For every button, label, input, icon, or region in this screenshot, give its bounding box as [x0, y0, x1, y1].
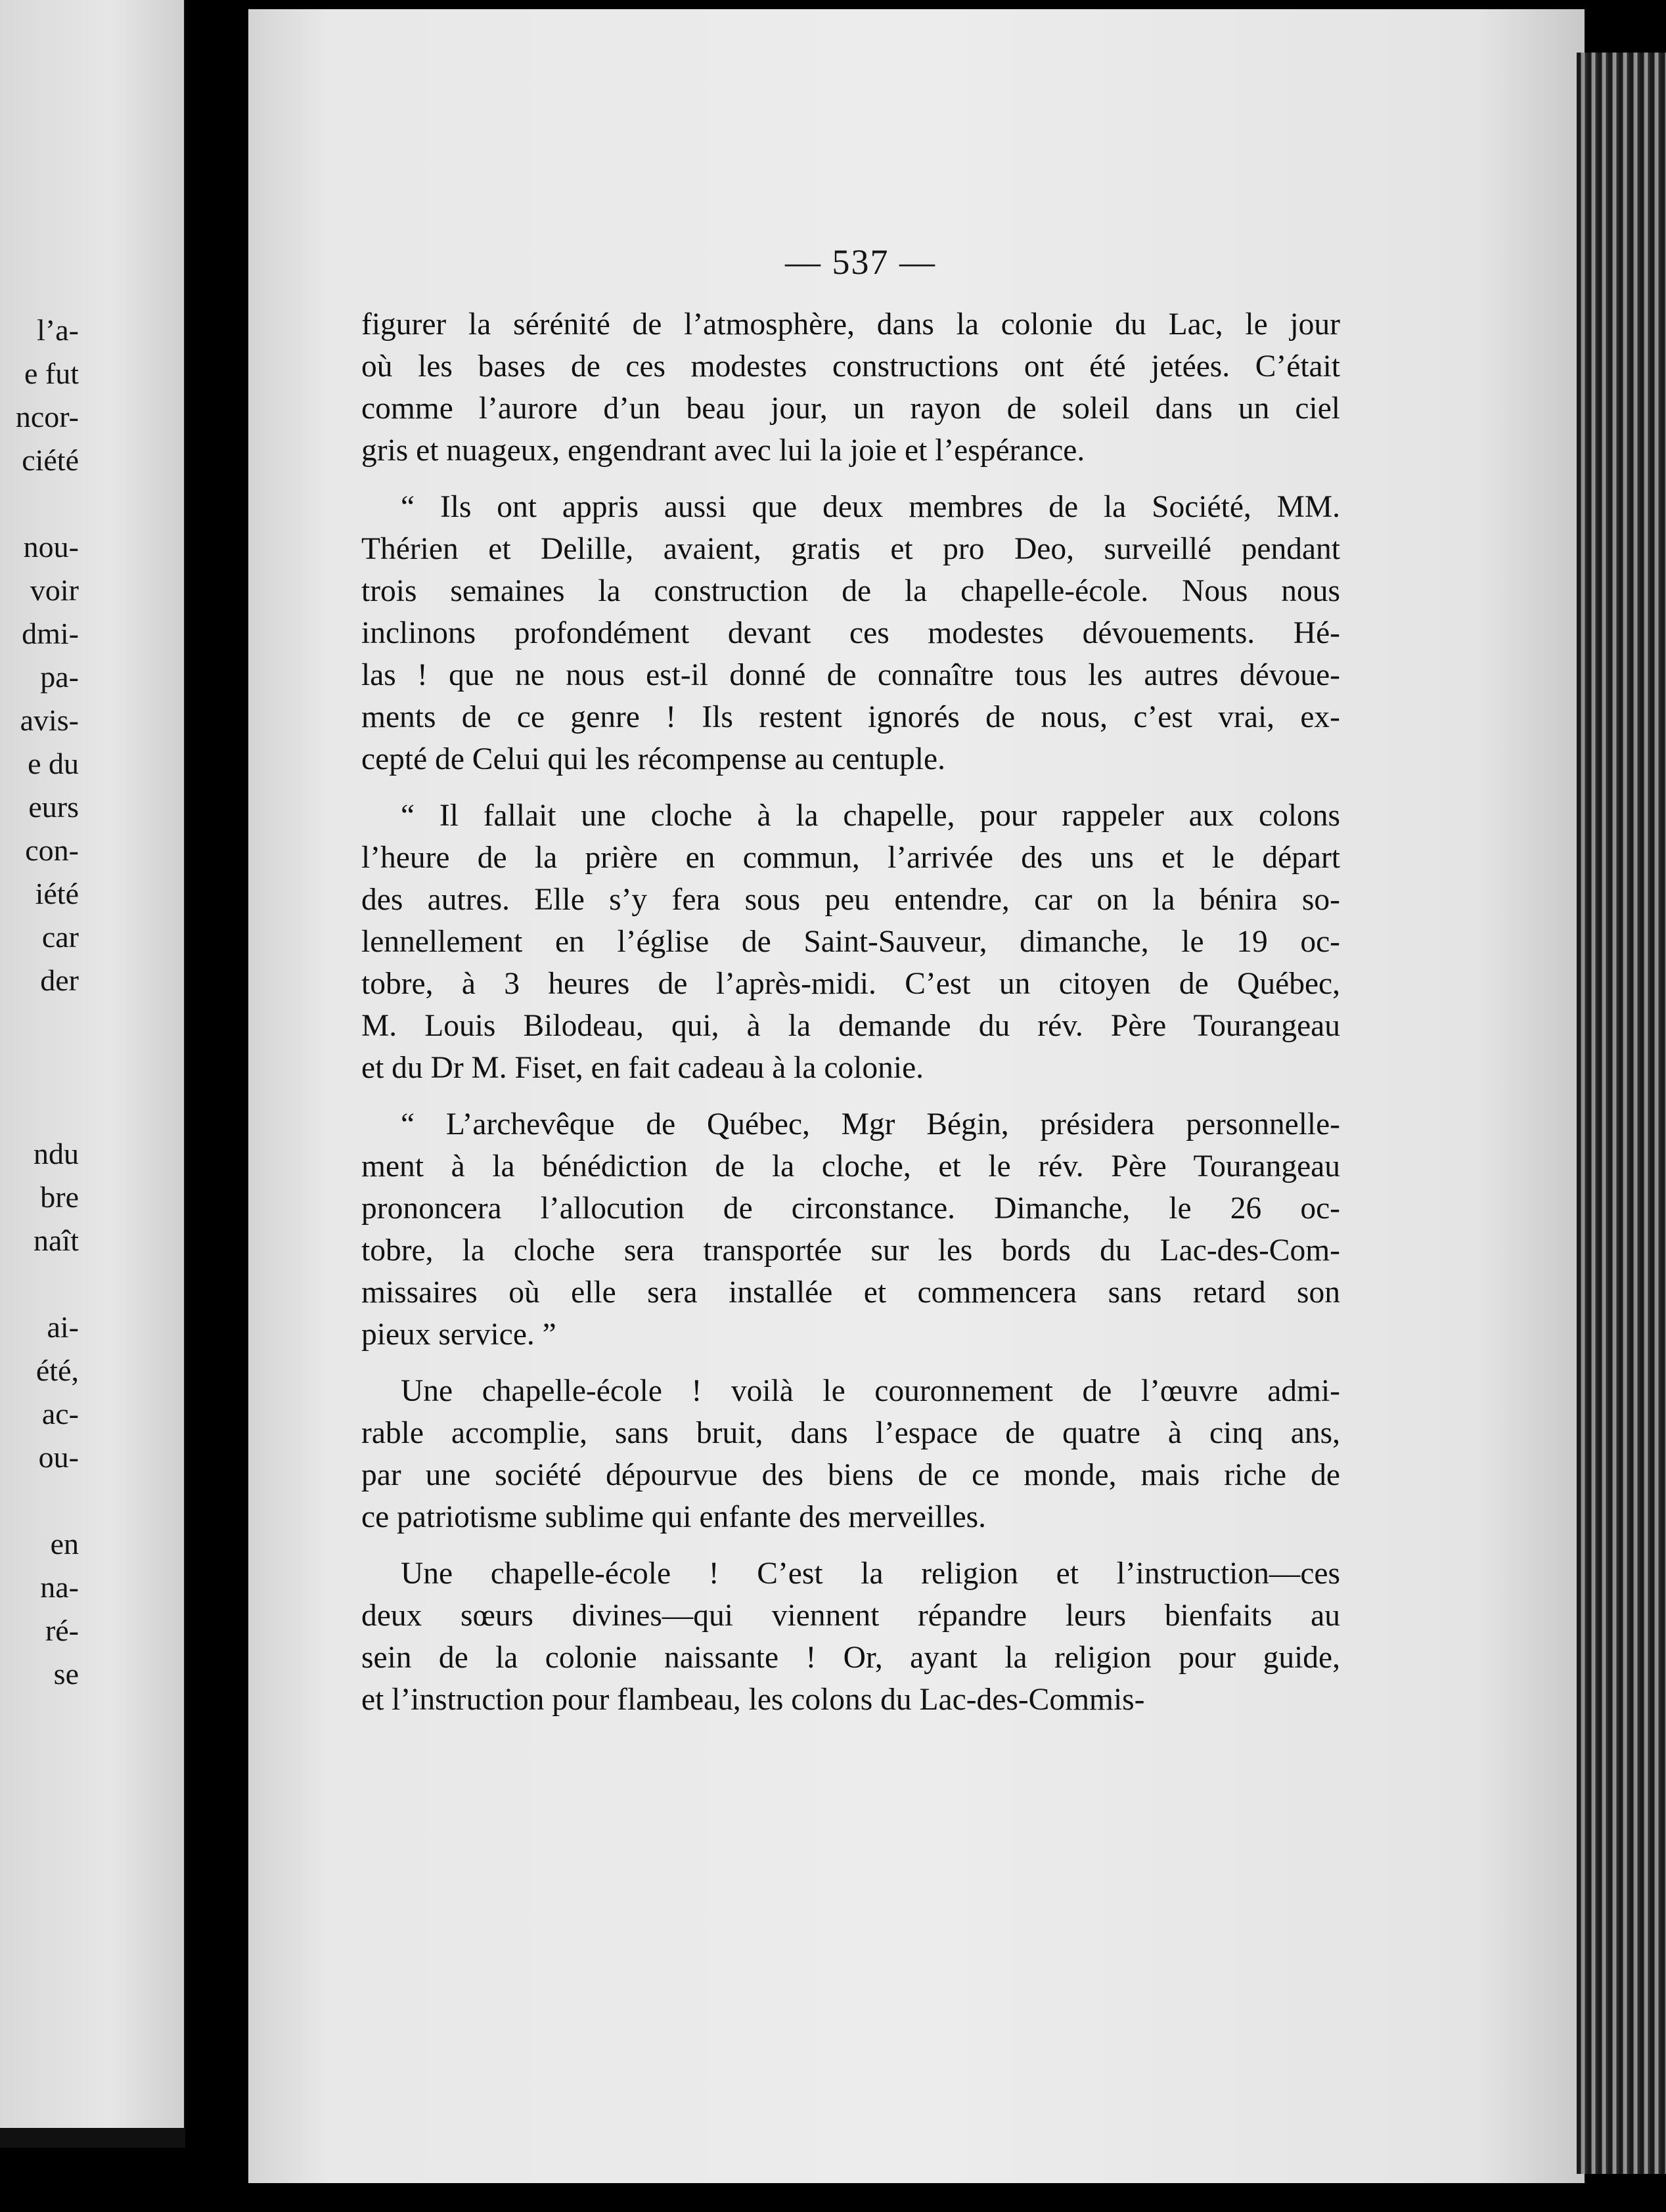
left-page-fragment: voir	[30, 573, 79, 607]
page-number: — 537 —	[785, 242, 936, 282]
text-line: cepté de Celui qui les récompense au centuple.	[361, 742, 945, 776]
left-page-fragment: ac-	[41, 1397, 79, 1430]
text-line: trois semaines la construction de la chapelle-école. Nous nous	[361, 574, 1340, 608]
text-line: rable accomplie, sans bruit, dans l’espace de quatre à cinq ans,	[361, 1416, 1340, 1450]
left-page-fragment: été,	[35, 1354, 79, 1387]
paragraph	[361, 1370, 1340, 1538]
left-page-fragment: e fut	[24, 357, 79, 390]
left-page-fragment	[0, 1089, 79, 1132]
left-page-fragment	[0, 1046, 79, 1089]
text-line: et l’instruction pour flambeau, les colons du Lac-des-Commis-	[361, 1683, 1145, 1717]
text-line: ment à la bénédiction de la cloche, et le rév. Père Tourangeau	[361, 1149, 1340, 1183]
left-page-fragment: der	[40, 963, 79, 997]
text-line: ments de ce genre ! Ils restent ignorés de nous, c’est vrai, ex-	[361, 700, 1340, 734]
text-line: inclinons profondément devant ces modestes dévouements. Hé-	[361, 616, 1340, 650]
page-edges	[1577, 53, 1666, 2174]
paragraph	[361, 486, 1340, 780]
left-page-fragment: ndu	[34, 1137, 79, 1170]
left-page-fragment: car	[41, 920, 79, 954]
text-line: tobre, à 3 heures de l’après-midi. C’est un citoyen de Québec,	[361, 967, 1340, 1001]
left-page-fragment: ou-	[38, 1440, 79, 1474]
page-body-text	[361, 303, 1340, 1735]
text-line: M. Louis Bilodeau, qui, à la demande du rév. Père Tourangeau	[361, 1009, 1340, 1043]
left-page-fragment: iété	[35, 877, 79, 910]
text-line: ce patriotisme sublime qui enfante des merveilles.	[361, 1500, 987, 1534]
text-line: “ Ils ont appris aussi que deux membres de la Société, MM.	[401, 490, 1340, 524]
left-page-fragment: ai-	[47, 1310, 79, 1344]
text-line: “ Il fallait une cloche à la chapelle, pour rappeler aux colons	[401, 799, 1340, 833]
text-line: missaires où elle sera installée et commencera sans retard son	[361, 1275, 1340, 1310]
left-page-fragment: con-	[25, 833, 79, 867]
left-page-fragment	[0, 1479, 79, 1522]
text-line: des autres. Elle s’y fera sous peu entendre, car on la bénira so-	[361, 883, 1340, 917]
text-line: par une société dépourvue des biens de ce monde, mais riche de	[361, 1458, 1340, 1492]
paragraph	[361, 1103, 1340, 1356]
text-line: et du Dr M. Fiset, en fait cadeau à la colonie.	[361, 1051, 924, 1085]
left-page-fragment: e du	[28, 747, 79, 780]
left-page-fragment: se	[53, 1657, 79, 1691]
left-page-fragment: nou-	[23, 530, 79, 564]
text-line: l’heure de la prière en commun, l’arrivée des uns et le départ	[361, 841, 1340, 875]
left-page-fragment: naît	[34, 1224, 79, 1257]
text-line: Une chapelle-école ! voilà le couronnement de l’œuvre admi-	[401, 1374, 1340, 1408]
left-page-fragment: pa-	[40, 660, 79, 694]
paragraph	[361, 1553, 1340, 1721]
paragraph	[361, 795, 1340, 1089]
text-line: comme l’aurore d’un beau jour, un rayon de soleil dans un ciel	[361, 391, 1340, 426]
left-page-fragment: l’a-	[37, 313, 79, 347]
text-line: lennellement en l’église de Saint-Sauveur, dimanche, le 19 oc-	[361, 925, 1340, 959]
text-line: gris et nuageux, engendrant avec lui la joie et l’espérance.	[361, 433, 1085, 468]
text-line: où les bases de ces modestes constructions ont été jetées. C’était	[361, 349, 1340, 384]
text-line: figurer la sérénité de l’atmosphère, dans la colonie du Lac, le jour	[361, 307, 1340, 342]
left-page-fragment: bre	[40, 1180, 79, 1214]
left-page-fragment	[0, 1262, 79, 1306]
left-page-fragment: dmi-	[22, 617, 79, 650]
left-page-text-fragments	[0, 309, 79, 1696]
text-line: pieux service. ”	[361, 1317, 556, 1352]
text-line: deux sœurs divines—qui viennent répandre leurs bienfaits au	[361, 1599, 1340, 1633]
left-page-fragment	[0, 482, 79, 525]
text-line: sein de la colonie naissante ! Or, ayant la religion pour guide,	[361, 1641, 1340, 1675]
text-line: tobre, la cloche sera transportée sur les bords du Lac-des-Com-	[361, 1233, 1340, 1268]
left-page-fragment: avis-	[20, 703, 79, 737]
text-line: Thérien et Delille, avaient, gratis et pro Deo, surveillé pendant	[361, 532, 1340, 566]
left-page-fragment: ré-	[45, 1614, 79, 1647]
paragraph	[361, 303, 1340, 472]
text-line: prononcera l’allocution de circonstance. Dimanche, le 26 oc-	[361, 1191, 1340, 1226]
left-page-fragment: na-	[40, 1570, 79, 1604]
left-page-fragment: ncor-	[15, 400, 79, 433]
left-page-fragment: ciété	[22, 443, 79, 477]
left-facing-page	[0, 0, 193, 2148]
left-page-fragment	[0, 1002, 79, 1046]
left-page-fragment: en	[50, 1527, 79, 1560]
text-line: “ L’archevêque de Québec, Mgr Bégin, présidera personnelle-	[401, 1107, 1340, 1141]
left-page-fragment: eurs	[28, 790, 79, 824]
text-line: Une chapelle-école ! C’est la religion et l’instruction—ces	[401, 1557, 1340, 1591]
text-line: las ! que ne nous est-il donné de connaître tous les autres dévoue-	[361, 658, 1340, 692]
book-spine	[185, 0, 248, 2212]
